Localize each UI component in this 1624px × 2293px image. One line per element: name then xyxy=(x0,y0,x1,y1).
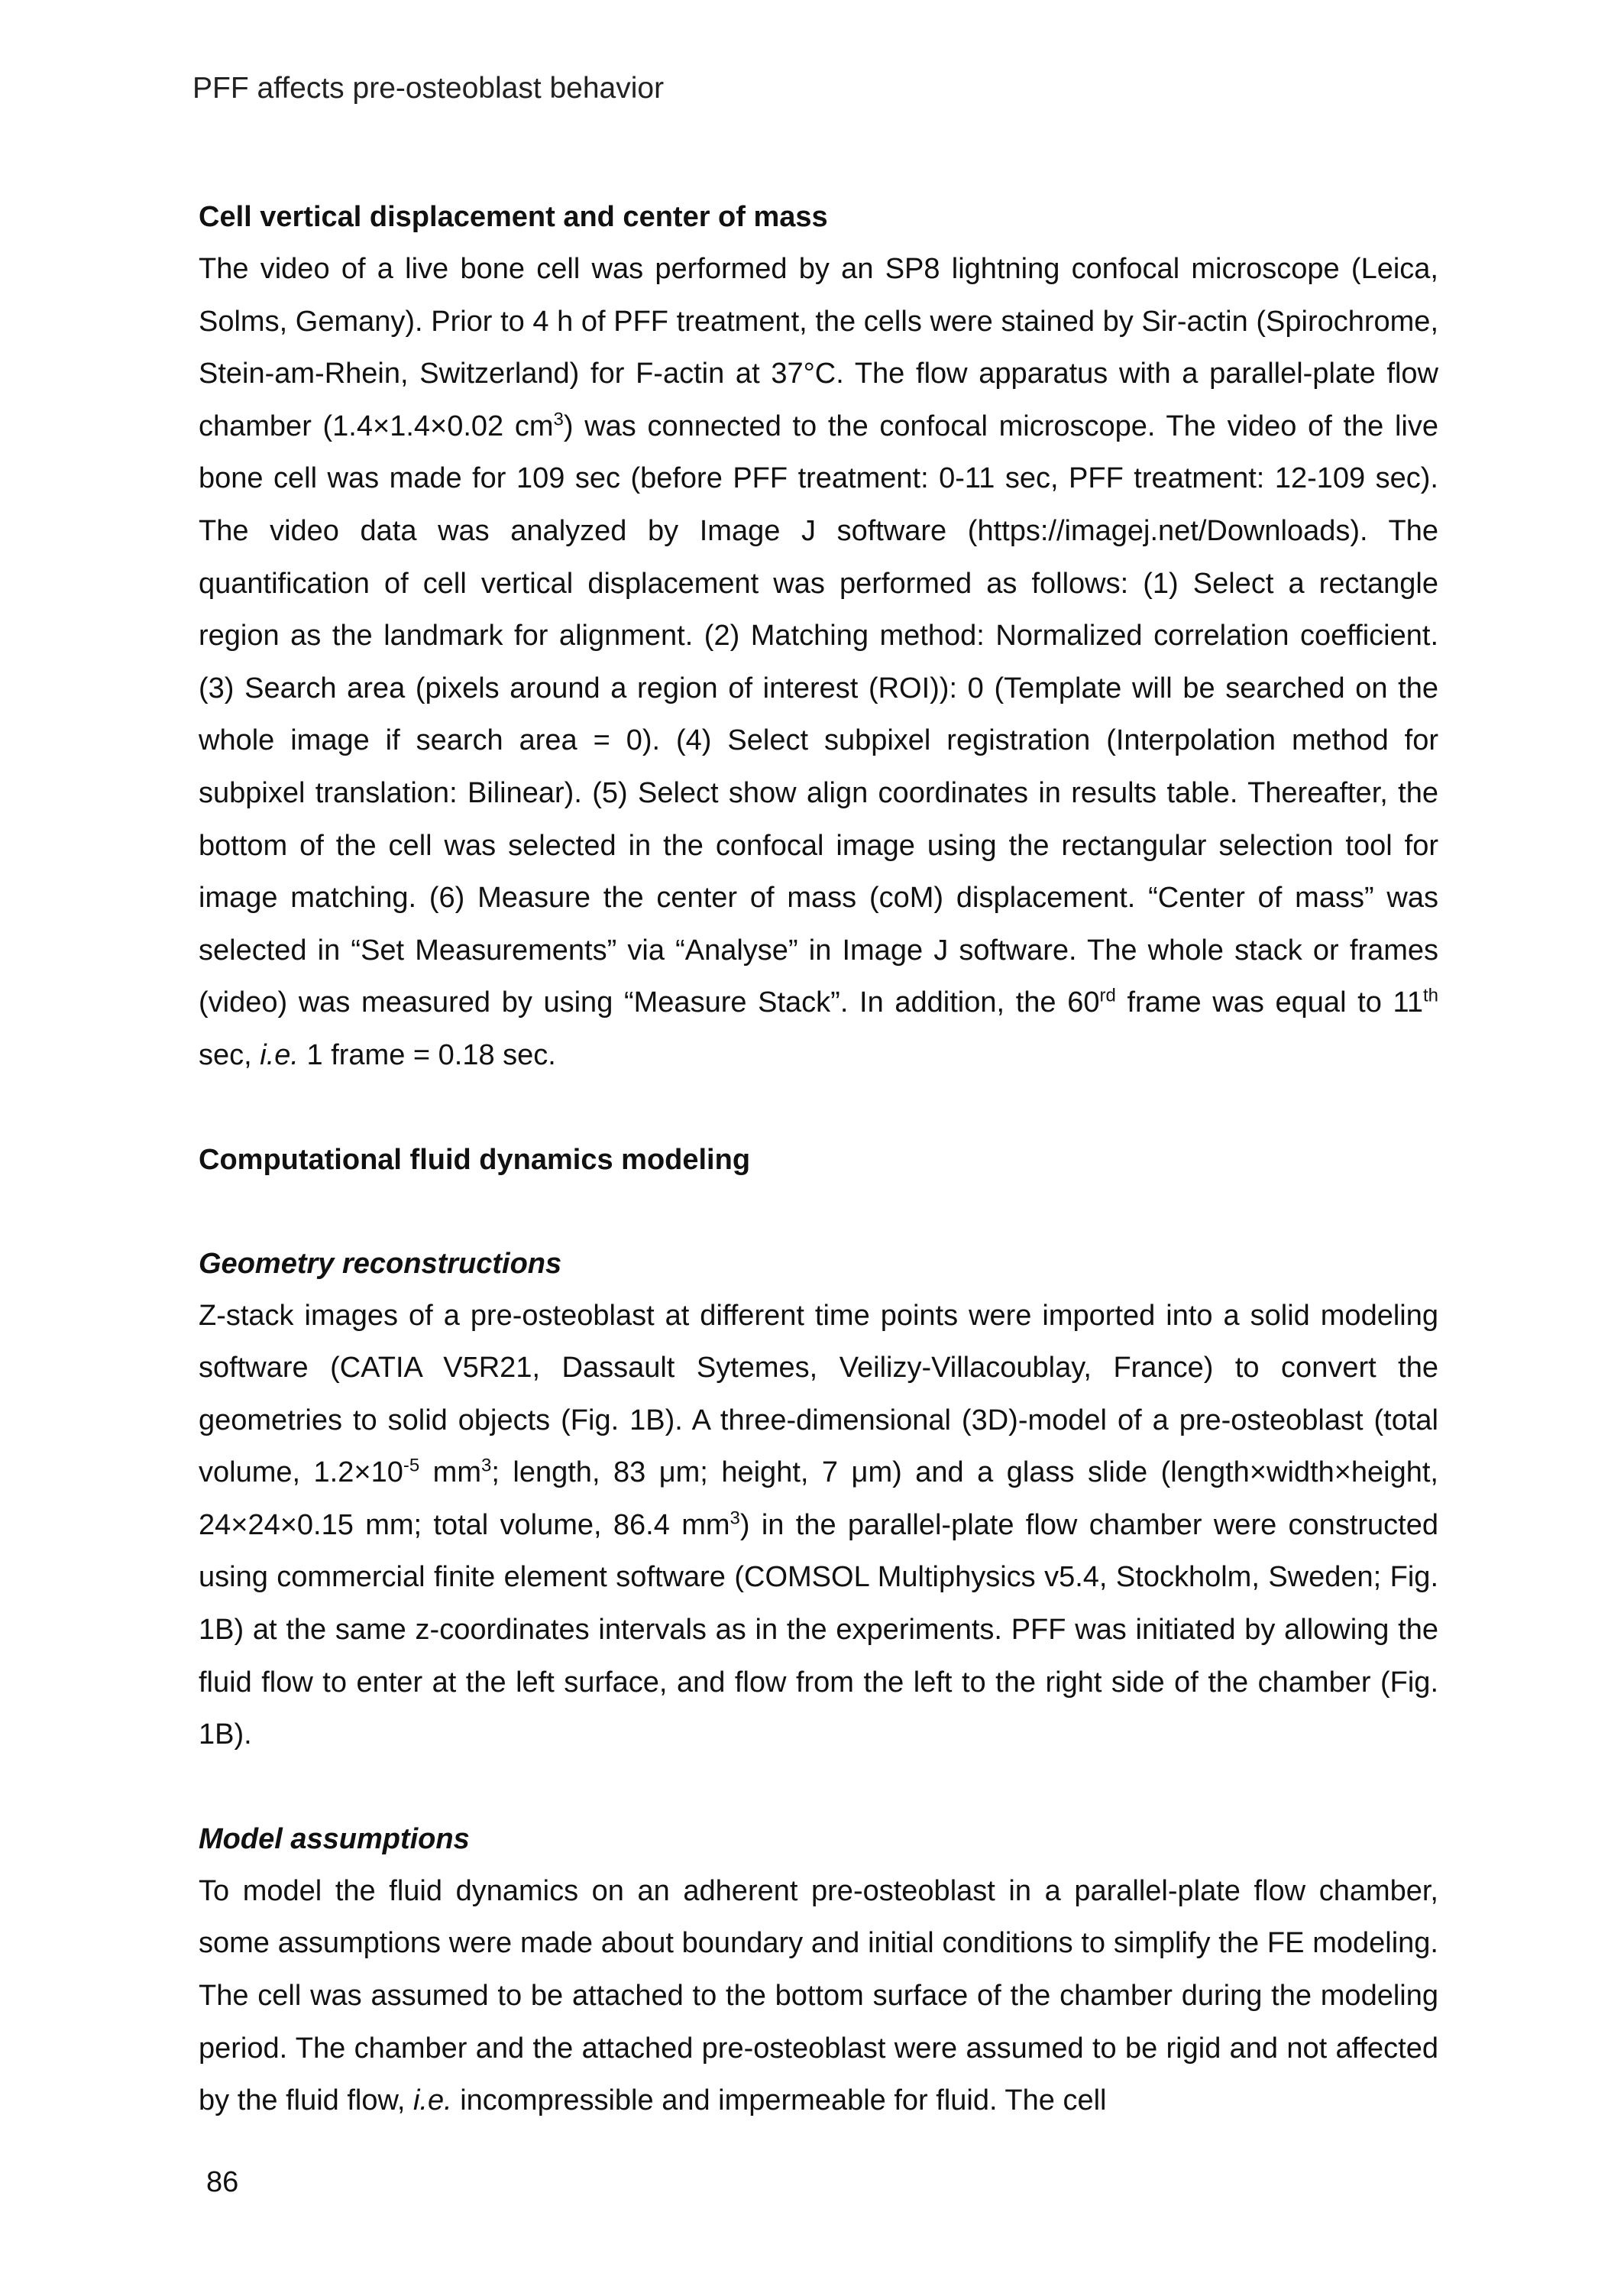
paragraph-model-assumptions: To model the fluid dynamics on an adherent pre-osteoblast in a parallel-plate flow chamber, some assumptions were made about boundary and initial conditions to simplify the FE modeling. The cell was assumed to be attached to the bottom surface of the chamber during the modeling period. The chamber and the attached pre-osteoblast were assumed to be rigid and not affected by the fluid flow, i.e. incompressible and impermeable for fluid. The cell xyxy=(199,1874,1438,2117)
paragraph-cell-displacement: The video of a live bone cell was performed by an SP8 lightning confocal microscope (Leica, Solms, Gemany). Prior to 4 h of PFF treatment, the cells were stained by Sir-actin (Spirochrome, Stein-am-Rhein, Switzerland) for F-actin at 37°C. The flow apparatus with a parallel-plate flow chamber (1.4×1.4×0.02 $cm^3$) was connected to the confocal microscope. The video of the live bone cell was made for 109 sec (before PFF treatment: 0-11 sec, PFF treatment: 12-109 sec). The video data was analyzed by Image J software (https://imagej.net/Downloads). The quantification of cell vertical displacement was performed as follows: (1) Select a rectangle region as the landmark for alignment. (2) Matching method: Normalized correlation coefficient. (3) Search area (pixels around a region of interest (ROI)): 0 (Template will be searched on the whole image if search area = 0). (4) Select subpixel registration (Interpolation method for subpixel translation: Bilinear). (5) Select show align coordinates in results table. Thereafter, the bottom of the cell was selected in the confocal image using the rectangular selection tool for image matching. (6) Measure the center of mass (coM) displacement. “Center of mass” was selected in “Set Measurements” via “Analyse” in Image J software. The whole stack or frames (video) was measured by using “Measure Stack”. In addition, the 60rd frame was equal to 11th sec, i.e. 1 frame = 0.18 sec. xyxy=(199,253,1439,1071)
page-number: 86 xyxy=(206,2166,239,2198)
subheading-geometry-reconstructions: Geometry reconstructions xyxy=(199,1247,562,1280)
paragraph-geometry-reconstructions: Z-stack images of a pre-osteoblast at different time points were imported into a solid modeling software (CATIA V5R21, Dassault Sytemes, Veilizy-Villacoublay, France) to convert the geometries to solid objects (Fig. 1B). A three-dimensional (3D)-model of a pre-osteoblast (total volume, $1.2\times 10^{-5}$ $mm^3$; length, 83 μm; height, 7 μm) and a glass slide (length×width×height, 24×24×0.15 mm; total volume, 86.4 $mm^3$) in the parallel-plate flow chamber were constructed using commercial finite element software (COMSOL Multiphysics v5.4, Stockholm, Sweden; Fig. 1B) at the same z-coordinates intervals as in the experiments. PFF was initiated by allowing the fluid flow to enter at the left surface, and flow from the left to the right side of the chamber (Fig. 1B). xyxy=(199,1299,1438,1751)
main-content xyxy=(199,191,1438,2127)
subheading-model-assumptions: Model assumptions xyxy=(199,1822,470,1855)
section-heading-cfd-modeling: Computational fluid dynamics modeling xyxy=(199,1143,751,1176)
section-heading-cell-displacement: Cell vertical displacement and center of mass xyxy=(199,201,828,233)
running-header: PFF affects pre-osteoblast behavior xyxy=(192,72,665,105)
